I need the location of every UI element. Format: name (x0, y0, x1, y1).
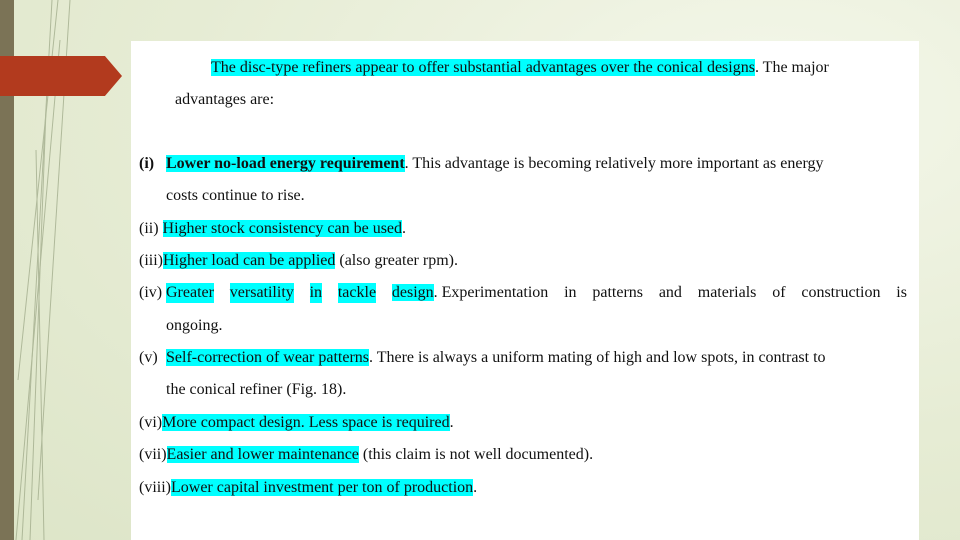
item-highlight-word: versatility (229, 284, 294, 301)
list-item-v-text (166, 348, 826, 368)
item-highlight: Easier and lower maintenance (166, 446, 359, 463)
item-highlight: Lower capital investment per ton of production (171, 479, 474, 496)
list-marker: (vi) (139, 414, 163, 431)
item-rest: (this claim is not well documented). (358, 446, 594, 463)
item-highlight-word: Greater (166, 284, 214, 301)
intro-line-2: advantages are: (175, 91, 275, 108)
item-highlight-word: design (391, 284, 434, 301)
list-item-iii (139, 251, 458, 271)
item-rest: . (449, 414, 454, 431)
list-item-iv (166, 283, 907, 303)
list-marker: (iii) (139, 252, 163, 269)
item-rest-word: is (896, 284, 907, 301)
item-rest-word: of (772, 284, 786, 301)
item-highlight-word: in (309, 284, 323, 301)
list-item-i-text (166, 154, 823, 174)
list-item-v (139, 348, 158, 368)
item-rest: . (473, 479, 478, 496)
item-rest-word: materials (697, 284, 757, 301)
list-item-iv-cont: ongoing. (166, 317, 223, 334)
list-marker: (iv) (139, 284, 163, 301)
list-marker: (i) (139, 155, 155, 172)
item-rest: . (402, 220, 407, 237)
item-highlight: Lower no-load energy requirement (166, 155, 405, 172)
red-title-tab (0, 56, 122, 96)
item-rest-word: construction (801, 284, 881, 301)
item-highlight: More compact design. Less space is required (162, 414, 450, 431)
list-marker: (vii) (139, 446, 167, 463)
item-highlight: Self-correction of wear patterns (166, 349, 370, 366)
intro-line-1 (211, 58, 829, 78)
content-panel (131, 41, 919, 540)
intro-rest: . The major (754, 59, 829, 76)
item-rest: . This advantage is becoming relatively more important as energy (404, 155, 824, 172)
item-rest-word: patterns (592, 284, 644, 301)
item-rest-word: . Experimentation (433, 284, 549, 301)
item-rest: . There is always a uniform mating of high and low spots, in contrast to (369, 349, 826, 366)
item-rest: (also greater rpm). (335, 252, 458, 269)
list-item-i-cont: costs continue to rise. (166, 187, 305, 204)
list-item-iv-marker (139, 283, 162, 303)
intro-highlight: The disc-type refiners appear to offer substantial advantages over the conical designs (211, 59, 755, 76)
list-item-ii (139, 219, 406, 239)
list-marker: (ii) (139, 220, 159, 237)
item-highlight: Higher load can be applied (163, 252, 336, 269)
list-item-v-cont: the conical refiner (Fig. 18). (166, 381, 347, 398)
item-highlight-word: tackle (337, 284, 377, 301)
list-item-viii (139, 478, 477, 498)
item-rest-word: and (658, 284, 682, 301)
item-rest-word: in (564, 284, 577, 301)
list-item-vii (139, 445, 593, 465)
list-marker: (viii) (139, 479, 171, 496)
list-marker: (v) (139, 349, 158, 366)
list-item-i (139, 154, 154, 174)
list-item-vi (139, 413, 454, 433)
item-highlight: Higher stock consistency can be used (162, 220, 403, 237)
